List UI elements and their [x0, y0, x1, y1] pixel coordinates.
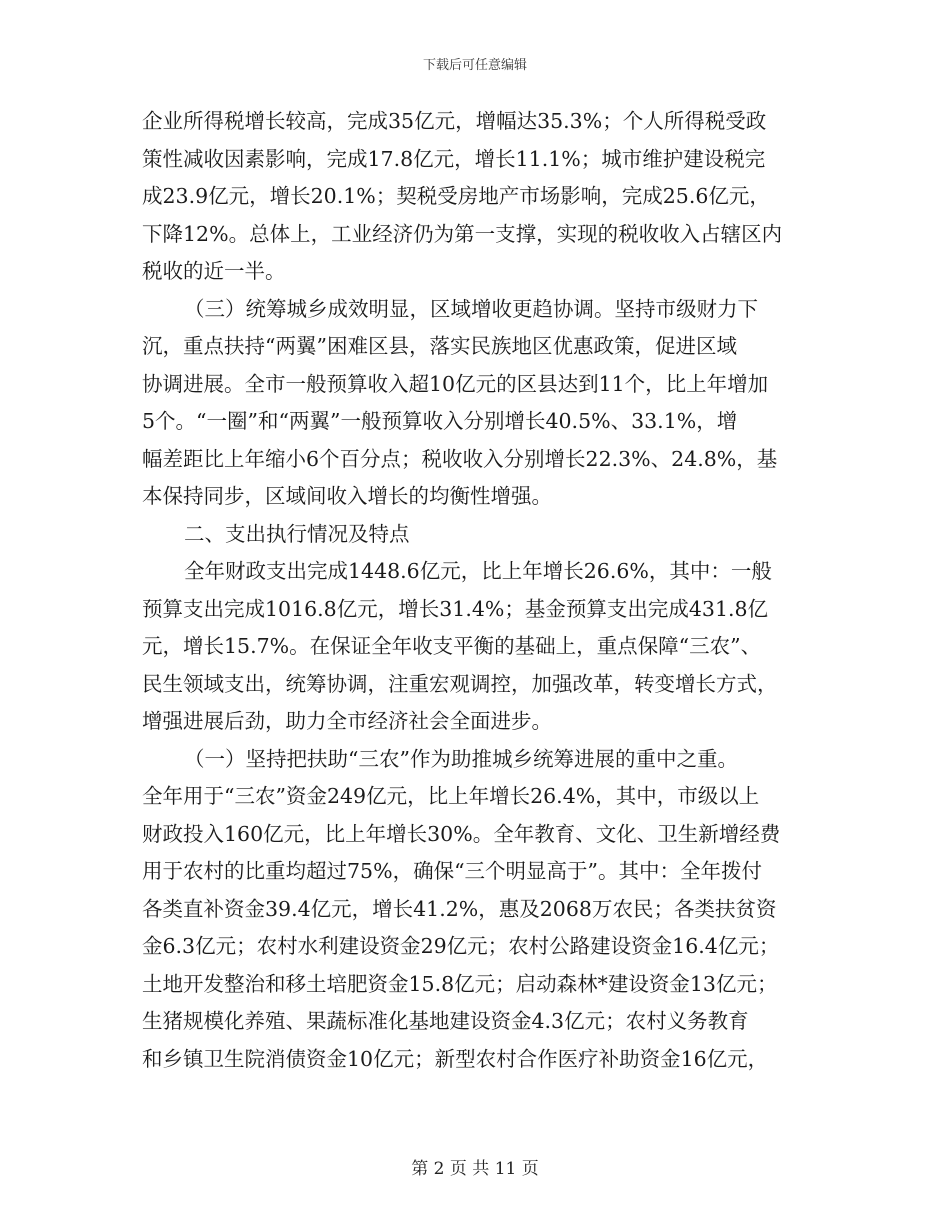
- text-line: 用于农村的比重均超过75%，确保“三个明显高于”。其中：全年拨付: [142, 859, 763, 883]
- text-line: 策性减收因素影响，完成17.8亿元，增长11.1%；城市维护建设税完: [142, 146, 766, 171]
- text-line: 财政投入160亿元，比上年增长30%。全年教育、文化、卫生新增经费: [142, 821, 781, 846]
- text-line: 本保持同步，区域间收入增长的均衡性增强。: [142, 484, 552, 508]
- text-line: 增强进展后劲，助力全市经济社会全面进步。: [142, 709, 552, 733]
- text-line: 各类直补资金39.4亿元，增长41.2%，惠及2068万农民；各类扶贫资: [142, 896, 777, 921]
- section-heading: 二、支出执行情况及特点: [184, 521, 410, 546]
- text-line: 沉，重点扶持“两翼”困难区县，落实民族地区优惠政策，促进区域: [142, 334, 737, 358]
- text-line: 生猪规模化养殖、果蔬标准化基地建设资金4.3亿元；农村义务教育: [142, 1009, 749, 1033]
- text-line: （一）坚持把扶助“三农”作为助推城乡统筹进展的重中之重。: [184, 746, 738, 771]
- page-header: 下载后可任意编辑: [422, 58, 527, 73]
- text-line: 和乡镇卫生院消债资金10亿元；新型农村合作医疗补助资金16亿元，: [142, 1046, 769, 1071]
- text-line: 企业所得税增长较高，完成35亿元，增幅达35.3%；个人所得税受政: [142, 109, 767, 133]
- text-line: 全年用于“三农”资金249亿元，比上年增长26.4%，其中，市级以上: [142, 784, 760, 808]
- text-line: 5个。“一圈”和“两翼”一般预算收入分别增长40.5%、33.1%，增: [142, 409, 738, 433]
- text-line: 土地开发整治和移土培肥资金15.8亿元；启动森林*建设资金13亿元；: [142, 971, 778, 996]
- text-line: 全年财政支出完成1448.6亿元，比上年增长26.6%，其中：一般: [184, 559, 772, 583]
- text-line: 预算支出完成1016.8亿元，增长31.4%；基金预算支出完成431.8亿: [142, 596, 769, 621]
- text-line: 幅差距比上年缩小6个百分点；税收收入分别增长22.3%、24.8%，基: [142, 446, 778, 471]
- document-body: [142, 103, 810, 1078]
- text-line: 税收的近一半。: [142, 259, 286, 283]
- text-line: （三）统筹城乡成效明显，区域增收更趋协调。坚持市级财力下: [184, 296, 758, 321]
- page-footer: 第 2 页 共 11 页: [411, 1159, 539, 1179]
- text-line: 成23.9亿元，增长20.1%；契税受房地产市场影响，完成25.6亿元，: [142, 184, 770, 208]
- text-line: 金6.3亿元；农村水利建设资金29亿元；农村公路建设资金16.4亿元；: [142, 934, 780, 958]
- text-line: 下降12%。总体上，工业经济仍为第一支撑，实现的税收收入占辖区内: [142, 221, 783, 246]
- text-line: 元，增长15.7%。在保证全年收支平衡的基础上，重点保障“三农”、: [142, 634, 762, 658]
- text-line: 协调进展。全市一般预算收入超10亿元的区县达到11个，比上年增加: [142, 371, 769, 396]
- text-line: 民生领域支出，统筹协调，注重宏观调控，加强改革，转变增长方式，: [142, 671, 778, 696]
